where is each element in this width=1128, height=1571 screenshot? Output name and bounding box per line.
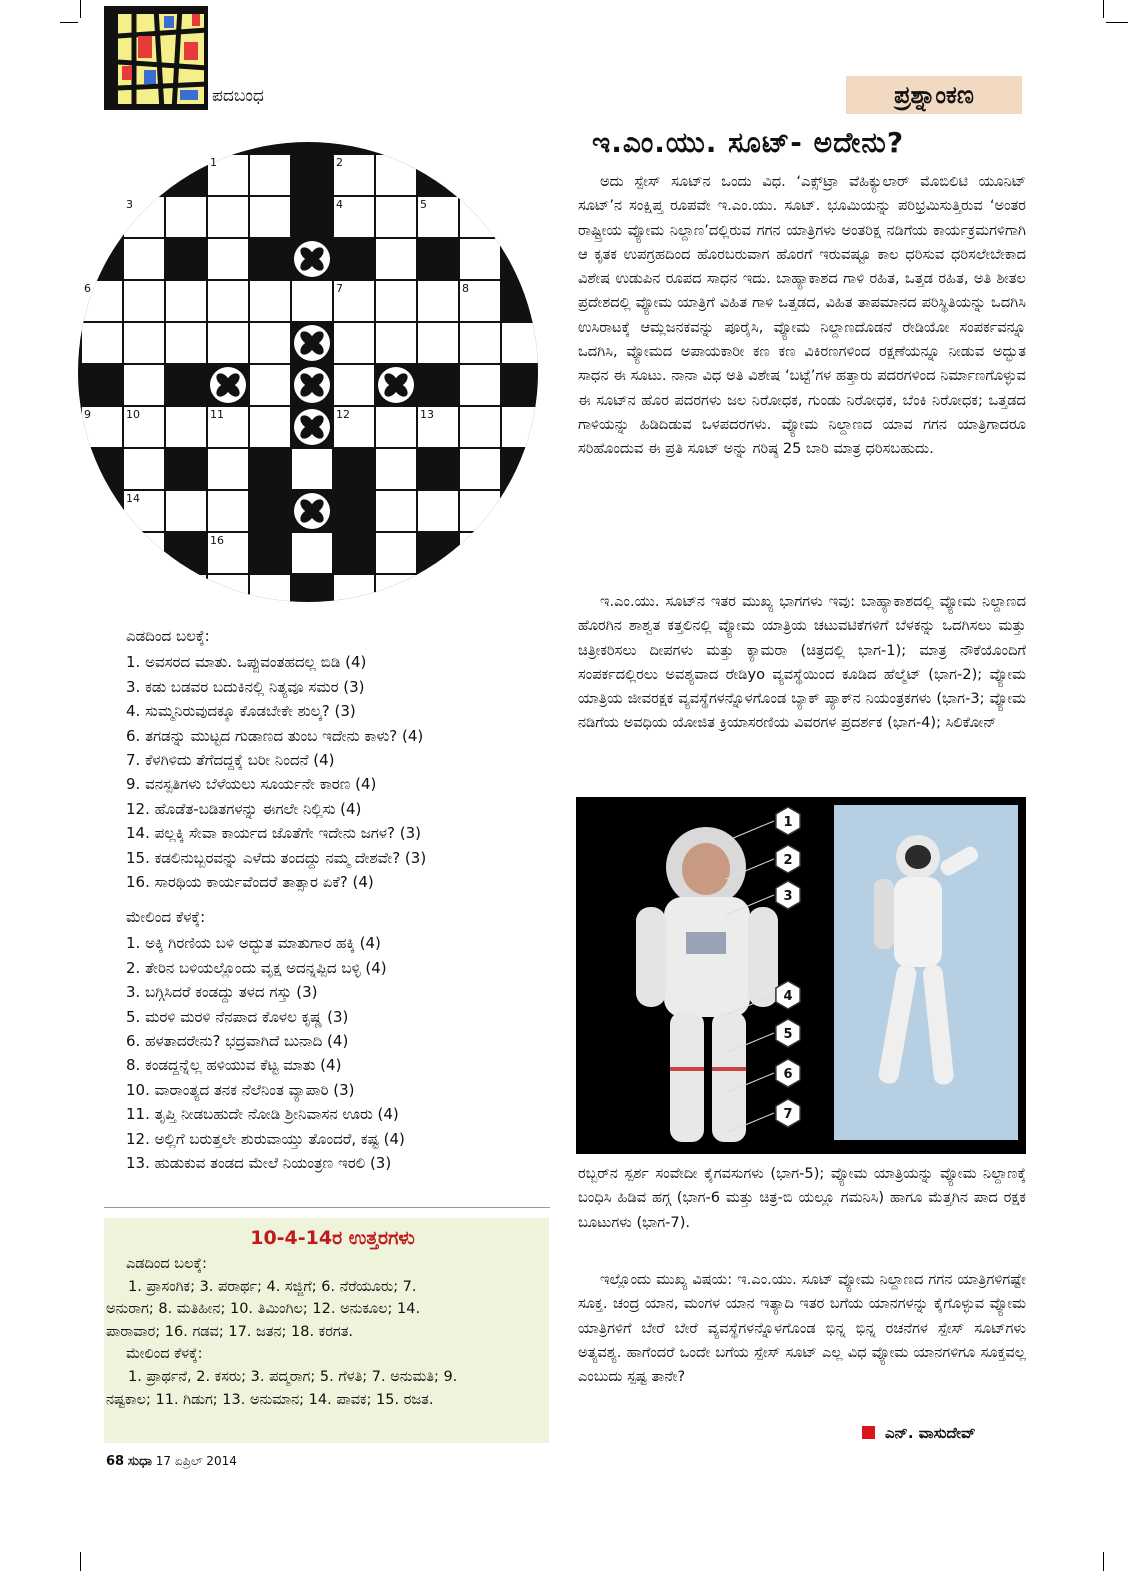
crossword-cell <box>501 322 540 364</box>
crossword-number: 2 <box>336 156 343 169</box>
clue-item: 8. ಕಂಡದ್ದನ್ನೆಲ್ಲ ಹಳಿಯುವ ಕೆಟ್ಟ ಮಾತು (4) <box>126 1056 342 1075</box>
crop-mark <box>1103 1552 1105 1571</box>
article-paragraph: ರಬ್ಬರ್‌ನ ಸ್ಪರ್ಶ ಸಂವೇದೀ ಕೈಗವಸುಗಳು (ಭಾಗ-5); ವ್ಯೋಮ ಯಾತ್ರಿಯನ್ನು ವ್ಯೋಮ ನಿಲ್ದಾಣಕ್ಕೆ ಬಂಧಿಸಿ ಹಿಡಿವ ಹಗ್ಗ (ಭಾಗ-6 ಮತ್ತು ಚಿತ್ರ-ಬಿ ಯಲ್ಲೂ ಗಮನಿಸಿ) ಹಾಗೂ ಮೆತ್ತಗಿನ ಪಾದ ರಕ್ಷಕ ಬೂಟುಗಳು (ಭಾಗ-7). <box>578 1165 1026 1231</box>
crossword-grid <box>76 140 540 604</box>
crossword-cell <box>333 574 375 604</box>
crossword-cell <box>375 154 417 196</box>
callout-label: 5 <box>783 1027 793 1042</box>
crossword-cell <box>459 196 501 238</box>
crop-mark <box>1103 0 1105 18</box>
clue-item: 7. ಕೆಳಗಿಳಿದು ತೆಗೆದದ್ದಕ್ಕೆ ಬರೀ ನಿಂದನೆ (4) <box>126 751 335 770</box>
crossword-cell <box>165 280 207 322</box>
crossword-number: 15 <box>336 492 350 505</box>
ornament-icon <box>210 367 246 403</box>
clue-item: 1. ಅಕ್ಕಿ ಗಿರಣಿಯ ಬಳಿ ಅದ್ಭುತ ಮಾತುಗಾರ ಹಕ್ಕಿ (4) <box>126 934 381 953</box>
answers-line: 1. ಪ್ರಾರ್ಥನೆ, 2. ಕಸರು; 3. ಪದ್ಮರಾಗ; 5. ಗೆಳತಿ; 7. ಅನುಮತಿ; 9. <box>128 1368 458 1385</box>
crossword-cell <box>291 532 333 574</box>
callout-label: 2 <box>783 853 793 868</box>
crossword-cell <box>165 322 207 364</box>
crossword-cell <box>249 574 291 604</box>
across-heading: ಎಡದಿಂದ ಬಲಕ್ಕೆ: <box>126 627 210 645</box>
crossword-cell <box>207 322 249 364</box>
clue-item: 10. ವಾರಾಂತ್ಯದ ತನಕ ನೆಲೆನಿಂತ ವ್ಯಾಪಾರಿ (3) <box>126 1080 355 1099</box>
section-badge: ಪ್ರಶ್ನಾಂಕಣ <box>846 76 1022 114</box>
crossword-cell <box>459 448 501 490</box>
answers-line: ನಷ್ಟಕಾಲ; 11. ಗಿಡುಗ; 13. ಅನುಮಾನ; 14. ಪಾವಕ; 15. ರಜತ. <box>106 1391 434 1408</box>
crossword-number: 10 <box>126 408 140 421</box>
crossword-cell <box>459 406 501 448</box>
author-name: ಎನ್. ವಾಸುದೇವ್ <box>885 1424 976 1442</box>
crossword-cell <box>333 322 375 364</box>
crossword-cell <box>375 238 417 280</box>
crossword-cell <box>375 280 417 322</box>
crossword-cell <box>291 448 333 490</box>
callout-label: 1 <box>783 815 793 830</box>
ornament-icon <box>294 325 330 361</box>
crossword-cell <box>417 490 459 532</box>
answers-across-heading: ಎಡದಿಂದ ಬಲಕ್ಕೆ: <box>126 1256 207 1272</box>
clue-item: 5. ಮರಳಿ ಮರಳಿ ನೆನಪಾದ ಕೊಳಲ ಕೃಷ್ಣ (3) <box>126 1007 349 1026</box>
clue-item: 12. ಅಲ್ಲಿಗೆ ಬರುತ್ತಲೇ ಶುರುವಾಯ್ತು ತೊಂದರೆ, ಕಷ್ಟ (4) <box>126 1129 405 1148</box>
clue-item: 13. ಹುಡುಕುವ ತಂಡದ ಮೇಲೆ ನಿಯಂತ್ರಣ ಇರಲಿ (3) <box>126 1154 392 1173</box>
crossword-cell <box>123 532 165 574</box>
crossword-cell <box>459 532 501 574</box>
crop-mark <box>1106 22 1128 24</box>
crossword-number: 3 <box>126 198 133 211</box>
answers-line: ಅನುರಾಗ; 8. ಮತಿಹೀನ; 10. ತಿಮಿಂಗಿಲ; 12. ಅನುಕೂಲ; 14. <box>106 1301 421 1318</box>
crossword-cell <box>375 322 417 364</box>
crossword-number: 9 <box>84 408 91 421</box>
ornament-icon <box>294 241 330 277</box>
crossword-cell <box>123 322 165 364</box>
crossword-cell <box>375 532 417 574</box>
crossword-cell <box>165 196 207 238</box>
answers-title: 10-4-14ರ ಉತ್ತರಗಳು <box>250 1227 415 1249</box>
answers-line: ಪಾರಾವಾರ; 16. ಗಡವ; 17. ಜತನ; 18. ಕರಗತ. <box>106 1323 354 1340</box>
crop-mark <box>80 1552 82 1571</box>
ornament-icon <box>294 409 330 445</box>
crossword-number: 16 <box>210 534 224 547</box>
crossword-cell <box>459 364 501 406</box>
spacesuit-photo <box>576 797 1026 1154</box>
crossword-cell <box>249 406 291 448</box>
clue-item: 6. ತಗಡನ್ನು ಮುಟ್ಟದ ಗುಡಾಣದ ತುಂಬ ಇದೇನು ಕಾಳು? (4) <box>126 726 424 745</box>
article-body-after-photo <box>578 1162 1026 1262</box>
crossword-cell <box>501 406 540 448</box>
article-title: ಇ.ಎಂ.ಯು. ಸೂಟ್- ಅದೇನು? <box>592 126 905 159</box>
article-paragraph: ಇಲ್ಲೊಂದು ಮುಖ್ಯ ವಿಷಯ: ಇ.ಎಂ.ಯು. ಸೂಟ್ ವ್ಯೋಮ ನಿಲ್ದಾಣದ ಗಗನ ಯಾತ್ರಿಗಳಿಗಷ್ಟೇ ಸೂಕ್ತ. ಚಂದ್ರ ಯಾನ, ಮಂಗಳ ಯಾನ ಇತ್ಯಾದಿ ಇತರ ಬಗೆಯ ಯಾನಗಳನ್ನು ಕೈಗೊಳ್ಳುವ ವ್ಯೋಮ ಯಾತ್ರಿಗಳಿಗೆ ಬೇರೆ ಬೇರೆ ವ್ಯವಸ್ಥೆಗಳನ್ನೊಳಗೊಂಡ ಭಿನ್ನ ಭಿನ್ನ ರಚನೆಗಳ ಸ್ಪೇಸ್ ಸೂಟ್‌ಗಳು ಅತ್ಯವಶ್ಯ. ಹಾಗೆಂದರೆ ಒಂದೇ ಬಗೆಯ ಸ್ಪೇಸ್ ಸೂಟ್ ಎಲ್ಲ ವಿಧ ವ್ಯೋಮ ಯಾನಗಳಿಗೂ ಸೂಕ್ತವಲ್ಲ ಎಂಬುದು ಸ್ಪಷ್ಟ ತಾನೇ? <box>578 1271 1026 1386</box>
crossword-number: 6 <box>84 282 91 295</box>
crossword-cell <box>123 280 165 322</box>
crossword-cell <box>375 574 417 604</box>
crossword-cell <box>249 364 291 406</box>
issue-date: 17 ಏಪ್ರಿಲ್ 2014 <box>155 1454 237 1468</box>
clue-item: 16. ಸಾರಥಿಯ ಕಾರ್ಯವೆಂದರೆ ತಾತ್ಸಾರ ಏಕೆ? (4) <box>126 873 374 892</box>
article-body-mid <box>578 590 1026 790</box>
ornament-icon <box>294 493 330 529</box>
crossword-number: 11 <box>210 408 224 421</box>
crossword-number: 7 <box>336 282 343 295</box>
clue-item: 14. ಪಲ್ಲಕ್ಕಿ ಸೇವಾ ಕಾರ್ಯದ ಜೊತೆಗೇ ಇದೇನು ಜಗಳ? (3) <box>126 824 422 843</box>
crossword-cell <box>207 280 249 322</box>
crossword-number: 5 <box>420 198 427 211</box>
crossword-cell <box>207 196 249 238</box>
previous-answers-box <box>104 1218 549 1443</box>
clue-item: 4. ಸುಮ್ಮನಿರುವುದಕ್ಕೂ ಕೊಡಬೇಕೇ ಶುಲ್ಕ? (3) <box>126 702 356 721</box>
answers-line: 1. ಪ್ರಾಸಂಗಿಕ; 3. ಪರಾರ್ಥ; 4. ಸಜ್ಜಿಗೆ; 6. ನೆರೆಯೂರು; 7. <box>128 1278 417 1295</box>
crossword-cell <box>375 490 417 532</box>
clue-item: 2. ತೇರಿನ ಬಳಿಯಲ್ಲೊಂದು ವೃಕ್ಷ ಅದನ್ನಪ್ಪಿದ ಬಳ್ಳಿ (4) <box>126 958 387 977</box>
article-paragraph: ಅದು ಸ್ಪೇಸ್ ಸೂಟ್‌ನ ಒಂದು ವಿಧ. ‘ಎಕ್ಸ್‌ಟ್ರಾ ವೆಹಿಕ್ಯುಲಾರ್ ಮೊಬಿಲಿಟಿ ಯೂನಿಟ್ ಸೂಟ್’ನ ಸಂಕ್ಷಿಪ್ತ ರೂಪವೇ ಇ.ಎಂ.ಯು. ಸೂಟ್. ಭೂಮಿಯನ್ನು ಪರಿಭ್ರಮಿಸುತ್ತಿರುವ ‘ಅಂತರ ರಾಷ್ಟ್ರೀಯ ವ್ಯೋಮ ನಿಲ್ದಾಣ’ದಲ್ಲಿರುವ ಗಗನ ಯಾತ್ರಿಗಳು ಅಂತರಿಕ್ಷ ನಡಿಗೆಯ ಕಾರ್ಯಕ್ರಮಗಳಿಗಾಗಿ ಆ ಕೃತಕ ಉಪಗ್ರಹದಿಂದ ಹೊರಬರುವಾಗ ಹೊರಗೆ ಇರುವಷ್ಟೂ ಕಾಲ ಧರಿಸುವ ಧರಿಸಲೇಬೇಕಾದ ವಿಶೇಷ ಉಡುಪಿನ ರೂಪದ ಸಾಧನ ಇದು. ಬಾಹ್ಯಾಕಾಶದ ಗಾಳಿ ರಹಿತ, ಒತ್ತಡ ರಹಿತ, ಅತಿ ಶೀತಲ ಪ್ರದೇಶದಲ್ಲಿ ವ್ಯೋಮ ಯಾತ್ರಿಗೆ ವಿಹಿತ ಗಾಳಿ ಒತ್ತಡದ, ವಿಹಿತ ತಾಪಮಾನದ ಪರಿಸ್ಥಿತಿಯನ್ನು ಒದಗಿಸಿ ಉಸಿರಾಟಕ್ಕೆ ಆಮ್ಲಜನಕವನ್ನು ಪೂರೈಸಿ, ವ್ಯೋಮ ನಿಲ್ದಾಣದೊಡನೆ ರೇಡಿಯೋ ಸಂಪರ್ಕವನ್ನೂ ಒದಗಿಸಿ, ವ್ಯೋಮದ ಅಪಾಯಕಾರೀ ಕಣ ಕಣ ವಿಕಿರಣಗಳಿಂದ ರಕ್ಷಣೆಯನ್ನೂ ನೀಡುವ ಅದ್ಭುತ ಸಾಧನ ಈ ಸೂಟು. ನಾನಾ ವಿಧ ಅತಿ ವಿಶೇಷ ‘ಬಟ್ಟೆ’ಗಳ ಹತ್ತಾರು ಪದರಗಳಿಂದ ನಿರ್ಮಾಣಗೊಳ್ಳುವ ಈ ಸೂಟ್‌ನ ಹೊರ ಪದರಗಳು ಜಲ ನಿರೋಧಕ, ಗುಂಡು ನಿರೋಧಕ, ಬೆಂಕಿ ನಿರೋಧಕ; ಒತ್ತಡದ ಗಾಳಿಯನ್ನು ಹಿಡಿದಿಡುವ ಒಳಪದರಗಳು. ವ್ಯೋಮ ನಿಲ್ದಾಣದ ಯಾವ ಗಗನ ಯಾತ್ರಿಗಾದರೂ ಸರಿಹೊಂದುವ ಈ ಪ್ರತಿ ಸೂಟ್ ಅನ್ನು ಗರಿಷ್ಠ 25 ಬಾರಿ ಮಾತ್ರ ಧರಿಸಬಹುದು. <box>578 173 1026 458</box>
crossword-cell <box>165 490 207 532</box>
byline <box>862 1424 976 1442</box>
crossword-cell <box>249 322 291 364</box>
crossword-cell <box>459 238 501 280</box>
crossword-cell <box>375 196 417 238</box>
section-label: ಪದಬಂಧ <box>212 86 264 106</box>
crossword-cell <box>417 574 459 604</box>
crossword-cell <box>375 406 417 448</box>
clue-item: 1. ಅವಸರದ ಮಾತು. ಒಪ್ಪುವಂತಹದಲ್ಲ ಬಿಡಿ (4) <box>126 653 367 672</box>
crossword-number: 1 <box>210 156 217 169</box>
ornament-icon <box>294 367 330 403</box>
down-clues <box>126 905 405 1175</box>
crossword-cell <box>417 322 459 364</box>
clue-item: 6. ಹಳತಾದರೇನು? ಭದ್ರವಾಗಿದೆ ಬುನಾದಿ (4) <box>126 1032 349 1051</box>
ornament-icon <box>378 367 414 403</box>
crossword-number: 14 <box>126 492 140 505</box>
clue-item: 11. ತೃಪ್ತಿ ನೀಡಬಹುದೇ ನೋಡಿ ಶ್ರೀನಿವಾಸನ ಊರು (4) <box>126 1105 399 1124</box>
crossword-number: 13 <box>420 408 434 421</box>
callout-label: 7 <box>783 1107 793 1122</box>
article-body-top <box>578 170 1026 585</box>
down-heading: ಮೇಲಿಂದ ಕೆಳಕ್ಕೆ: <box>126 908 206 926</box>
crop-mark <box>80 0 82 18</box>
crossword-cell <box>249 196 291 238</box>
answers-down-heading: ಮೇಲಿಂದ ಕೆಳಕ್ಕೆ: <box>126 1346 203 1363</box>
crossword-cell <box>81 322 123 364</box>
crossword-cell <box>291 280 333 322</box>
divider <box>104 1207 550 1208</box>
callout-label: 6 <box>783 1067 793 1082</box>
article-body-end <box>578 1268 1026 1418</box>
crossword-cell <box>123 364 165 406</box>
crossword-number: 12 <box>336 408 350 421</box>
crossword-cell <box>249 154 291 196</box>
clue-item: 12. ಹೊಡೆತ-ಬಡಿತಗಳನ್ನು ಈಗಲೇ ನಿಲ್ಲಿಸು (4) <box>126 799 362 818</box>
crossword-number: 8 <box>462 282 469 295</box>
crossword-cell <box>165 406 207 448</box>
clue-item: 15. ಕಡಲಿನುಬ್ಬರವನ್ನು ಎಳೆದು ತಂದದ್ದು ನಮ್ಮ ದೇಶವೇ? (3) <box>126 848 427 867</box>
clue-item: 9. ವನಸ್ಪತಿಗಳು ಬೆಳೆಯಲು ಸೂರ್ಯನೇ ಕಾರಣ (4) <box>126 775 377 794</box>
magazine-name: ಸುಧಾ <box>127 1454 152 1469</box>
crossword-number: 4 <box>336 198 343 211</box>
crossword-logo <box>104 6 208 110</box>
crossword-cell <box>123 448 165 490</box>
crossword-cell <box>459 322 501 364</box>
crossword-cell <box>417 280 459 322</box>
byline-marker <box>862 1426 875 1439</box>
page-footer <box>106 1454 237 1469</box>
crossword-cell <box>249 280 291 322</box>
clue-item: 3. ಬಗ್ಗಿಸಿದರೆ ಕಂಡದ್ದು ತಳದ ಗಸ್ತು (3) <box>126 983 318 1002</box>
crossword-cell <box>207 490 249 532</box>
crossword-cell <box>333 364 375 406</box>
crossword-cell <box>207 574 249 604</box>
crossword-cell <box>375 448 417 490</box>
crossword-cell <box>123 238 165 280</box>
crossword-cell <box>459 490 501 532</box>
page-number: 68 <box>106 1454 125 1469</box>
across-clues <box>126 624 426 894</box>
crossword-cell <box>207 448 249 490</box>
callout-label: 3 <box>783 889 793 904</box>
callout-label: 4 <box>783 989 793 1004</box>
crossword-cell <box>165 574 207 604</box>
crop-mark <box>60 22 78 24</box>
crossword-cell <box>207 238 249 280</box>
clue-item: 3. ಕಡು ಬಡವರ ಬದುಕಿನಲ್ಲಿ ನಿತ್ಯವೂ ಸಮರ (3) <box>126 677 365 696</box>
article-paragraph: ಇ.ಎಂ.ಯು. ಸೂಟ್‌ನ ಇತರ ಮುಖ್ಯ ಭಾಗಗಳು ಇವು: ಬಾಹ್ಯಾಕಾಶದಲ್ಲಿ ವ್ಯೋಮ ನಿಲ್ದಾಣದ ಹೊರಗಿನ ಶಾಶ್ವತ ಕತ್ತಲಿನಲ್ಲಿ ವ್ಯೋಮ ಯಾತ್ರಿಯ ಚಟುವಟಿಕೆಗಳಿಗೆ ಬೆಳಕನ್ನು ಒದಗಿಸಲು ಮತ್ತು ಚಿತ್ರೀಕರಿಸಲು ದೀಪಗಳು ಮತ್ತು ಕ್ಯಾಮರಾ (ಚಿತ್ರದಲ್ಲಿ ಭಾಗ-1); ಮಾತ್ರ ನೌಕೆಯೊಂದಿಗೆ ಸಂಪರ್ಕದಲ್ಲಿರಲು ಅವಶ್ಯವಾದ ರೇಡಿyo ವ್ಯವಸ್ಥೆಯಿಂದ ಕೂಡಿದ ಹೆಲ್ಮೆಟ್ (ಭಾಗ-2); ವ್ಯೋಮ ಯಾತ್ರಿಯ ಜೀವರಕ್ಷಕ ವ್ಯವಸ್ಥೆಗಳನ್ನೊಳಗೊಂಡ ಬ್ಯಾಕ್ ಪ್ಯಾಕ್‌ನ ನಿಯಂತ್ರಕಗಳು (ಭಾಗ-3; ವ್ಯೋಮ ನಡಿಗೆಯ ಅವಧಿಯ ಯೋಜಿತ ಕ್ರಿಯಾಸರಣಿಯ ವಿವರಗಳ ಪ್ರದರ್ಶಕ (ಭಾಗ-4); ಸಿಲಿಕೋನ್ <box>578 593 1026 732</box>
